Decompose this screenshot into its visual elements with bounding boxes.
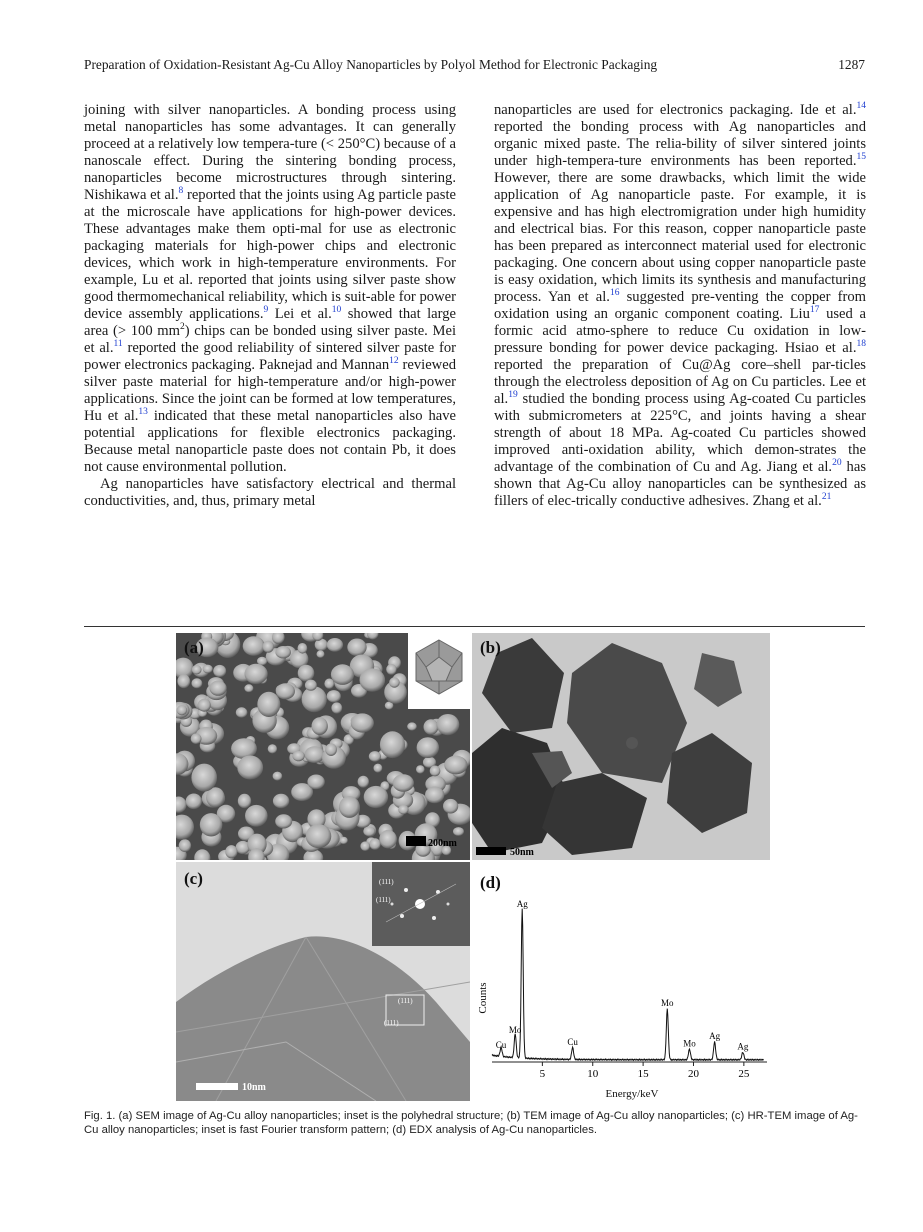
nanoparticle <box>192 665 202 674</box>
nanoparticle <box>275 814 292 828</box>
superscript: 2 <box>180 322 185 332</box>
nanoparticle <box>331 664 354 685</box>
reference-link[interactable]: 11 <box>113 339 123 349</box>
nanoparticle <box>360 841 370 851</box>
nanoparticle <box>430 766 441 777</box>
nanoparticle <box>273 794 289 808</box>
nanoparticle <box>213 665 226 677</box>
nanoparticle <box>292 751 304 762</box>
nanoparticle <box>273 772 283 781</box>
x-tick-label: 25 <box>738 1068 750 1080</box>
left-column <box>84 102 456 510</box>
right-column <box>494 102 866 510</box>
nanoparticle <box>363 826 375 836</box>
nanoparticle <box>417 737 439 758</box>
nanoparticle <box>453 827 464 836</box>
nanoparticle <box>398 805 408 815</box>
peak-label: Ag <box>709 1031 721 1041</box>
nanoparticle <box>393 774 414 792</box>
nanoparticle <box>312 717 328 735</box>
nanoparticle <box>243 636 265 656</box>
nanoparticle <box>203 665 213 674</box>
nanoparticle <box>407 722 417 730</box>
nanoparticle <box>443 799 458 814</box>
nanoparticle <box>307 775 324 790</box>
nanoparticle <box>268 744 277 753</box>
nanoparticle <box>244 684 253 692</box>
peak-label: Mo <box>508 1025 522 1035</box>
sem-image <box>176 633 470 860</box>
nanoparticle <box>191 733 202 744</box>
reference-link[interactable]: 20 <box>832 458 842 468</box>
nanoparticle <box>200 813 223 836</box>
reference-link[interactable]: 21 <box>821 492 832 502</box>
reference-link[interactable]: 14 <box>856 101 866 111</box>
nanoparticle <box>245 664 268 684</box>
tem-image-panel <box>472 633 770 860</box>
peak-label: Ag <box>516 899 528 909</box>
panel-label-b: (b) <box>480 638 501 657</box>
nanoparticle <box>298 643 308 654</box>
nanoparticle <box>177 705 188 715</box>
nanoparticle <box>225 845 237 858</box>
nanoparticle <box>306 824 332 848</box>
nanoparticle <box>298 665 315 682</box>
edx-spectrum-chart <box>472 862 770 1101</box>
page-number: 1287 <box>838 57 865 72</box>
nanoparticle <box>416 765 425 773</box>
nanoparticle <box>424 719 439 734</box>
nanoparticle <box>360 668 386 691</box>
running-title: Preparation of Oxidation-Resistant Ag-Cu Alloy Nanoparticles by Polyol Method for Electronic Packaging <box>84 57 658 72</box>
scale-bar <box>196 1083 238 1090</box>
nanoparticle <box>324 679 334 689</box>
x-axis-label: Energy/keV <box>605 1088 659 1100</box>
y-axis-label: Counts <box>477 982 489 1014</box>
nanoparticle <box>275 646 291 658</box>
scale-bar <box>476 847 506 855</box>
reference-link[interactable]: 8 <box>178 186 184 196</box>
reference-link[interactable]: 13 <box>138 407 148 417</box>
x-tick-label: 5 <box>539 1068 546 1080</box>
reference-link[interactable]: 19 <box>508 390 518 400</box>
fft-spot-label: (111) <box>379 878 394 886</box>
nanoparticle <box>358 776 369 788</box>
x-tick-label: 20 <box>687 1068 699 1080</box>
nanoparticle <box>369 838 380 850</box>
nanoparticle <box>179 839 191 852</box>
nanoparticle <box>380 731 405 758</box>
nanoparticle <box>389 677 400 687</box>
scale-bar-label: 50nm <box>510 847 534 858</box>
nanoparticle <box>327 690 341 702</box>
nanoparticle <box>177 674 190 688</box>
nanoparticle <box>444 756 467 775</box>
nanoparticle <box>386 664 396 675</box>
peak-label: Ag <box>737 1041 749 1052</box>
nanoparticle <box>374 764 383 773</box>
lattice-plane-label: (111) <box>398 997 413 1005</box>
nanoparticle <box>347 639 366 657</box>
nanoparticle <box>198 699 211 712</box>
hrtem-image-panel <box>176 862 470 1101</box>
peak-label: Mo <box>661 998 674 1008</box>
x-tick-label: 10 <box>587 1068 599 1080</box>
peak-label: Mo <box>683 1038 696 1049</box>
scale-bar-label: 200nm <box>428 838 457 849</box>
edx-spectrum-panel <box>472 862 770 1101</box>
reference-link[interactable]: 9 <box>263 305 269 315</box>
nanoparticle <box>191 764 217 792</box>
nanoparticle <box>192 678 203 688</box>
nanoparticle <box>245 805 268 827</box>
nanoparticle <box>379 830 397 849</box>
nanoparticle <box>236 707 248 717</box>
nanoparticle <box>302 686 327 712</box>
nanoparticle <box>437 714 460 735</box>
peak-label: Cu <box>567 1037 578 1047</box>
lattice-plane-label: (111) <box>384 1019 399 1027</box>
nanoparticle <box>425 787 444 804</box>
nanoparticle <box>186 794 202 810</box>
sem-image-panel <box>176 633 470 860</box>
reference-link[interactable]: 15 <box>856 152 866 162</box>
reference-link[interactable]: 12 <box>389 356 399 366</box>
nanoparticle <box>257 692 280 717</box>
nanoparticle <box>263 641 274 653</box>
fft-spot-label: (111) <box>376 896 391 904</box>
nanoparticle <box>327 638 343 652</box>
hrtem-image <box>176 862 470 1101</box>
figure-caption: Fig. 1. (a) SEM image of Ag-Cu alloy nanoparticles; inset is the polyhedral structure; (b) TEM image of Ag-Cu alloy nanoparticles; (c) HR-TEM image of Ag-Cu alloy nanoparticles; inset is fast Fourier transform pattern; (d) EDX analysis of Ag-Cu nanoparticles. <box>84 1110 858 1136</box>
scale-bar <box>406 836 426 846</box>
paragraph: nanoparticles are used for electronics packaging. Ide et al.$^{14}$ reported the bonding process with Ag nanoparticles and organic mixed paste. The relia-bility of silver sintered joints under high-tempera-ture environments has been reported.$^{15}$ However, there are some drawbacks, which limit the wide application of Ag nanoparticle paste. For example, it is expensive and has high electromigration under high humidity and electrical bias. For this reason, copper nanoparticle paste has been prepared as interconnect material used for electronic packaging. One concern about using copper nanoparticle paste is easy oxidation, which limits its synthesis and manufacturing process. Yan et al.$^{16}$ suggested pre-venting the copper from oxidation using an organic component coating. Liu$^{17}$ used a formic acid atmo-sphere to reduce Cu oxidation in low-pressure bonding for power device packaging. Hsiao et al.$^{18}$ reported the preparation of Cu@Ag core–shell par-ticles through the electroless deposition of Ag on Cu particles. Lee et al.$^{19}$ studied the bonding process using Ag-coated Cu particles with submicrometers at 225°C, and joints having a shear strength of about 18 MPa. Ag-coated Cu particles showed improved anti-oxidation ability, which demon-strates the advantage of the combination of Cu and Ag. Jiang et al.$^{20}$ has shown that Ag-Cu alloy nanoparticles can be synthesized as fillers of elec-trically conductive adhesives. Zhang et al.$^{21}$ <box>494 101 867 509</box>
x-tick-label: 15 <box>637 1068 649 1080</box>
nanoparticle <box>317 650 325 658</box>
panel-label-d: (d) <box>480 873 501 892</box>
paragraph: joining with silver nanoparticles. A bonding process using metal nanoparticles has some advantages. It can generally proceed at a relatively low tempera-ture (< 250°C) because of a nanoscale effect. During the sintering bonding process, nanoparticles become microstructures through sintering. Nishikawa et al.$^8$ reported that the joints using Ag particle paste at the microscale have applications for high-power devices. These advantages make them opti-mal for use as electronic packaging materials for high-power chips and electronic devices, which work in high-temperature environments. For example, Lu et al. reported that joints using silver paste show good thermomechanical reliability, which is suit-able for power device assembly applications.$^9$ Lei et al.$^{10}$ showed that large area (> 100 $mm^2$) chips can be bonded using silver paste. Mei et al.$^{11}$ reported the good reliability of sintered silver paste for power electronics packaging. Paknejad and Mannan$^{12}$ reviewed silver paste material for high-temperature and/or high-power applications. Since the joint can be formed at low temperatures, Hu et al.$^{13}$ indicated that these metal nanoparticles also have potential applications for flexible electronics packaging. Because metal nanoparticle paste does not contain Pb, it does not cause environmental pollution. <box>84 102 457 475</box>
panel-label-a: (a) <box>184 638 204 657</box>
reference-link[interactable]: 17 <box>809 305 820 315</box>
nanoparticle <box>339 837 347 844</box>
panel-label-c: (c) <box>184 869 203 888</box>
nanoparticle <box>364 786 388 808</box>
nanoparticle <box>331 702 342 713</box>
nanoparticle <box>276 683 295 699</box>
figure-divider <box>84 626 865 627</box>
reference-link[interactable]: 10 <box>331 305 342 315</box>
nanoparticle <box>305 680 317 691</box>
reference-link[interactable]: 18 <box>856 339 866 349</box>
nanoparticle <box>305 746 325 763</box>
paragraph: Ag nanoparticles have satisfactory electrical and thermal conductivities, and, thus, primary metal <box>84 476 456 509</box>
nanoparticle <box>238 794 251 808</box>
reference-link[interactable]: 16 <box>609 288 620 298</box>
tem-image <box>472 633 770 860</box>
scale-bar-label: 10nm <box>242 1082 266 1093</box>
nanoparticle <box>325 743 337 756</box>
peak-label: Cu <box>495 1040 507 1050</box>
nanoparticle <box>351 713 374 732</box>
nanoparticle <box>237 756 263 780</box>
nanoparticle <box>210 681 227 696</box>
nanoparticle <box>369 751 381 762</box>
nanoparticle <box>339 796 360 818</box>
figure-1 <box>176 633 770 1101</box>
